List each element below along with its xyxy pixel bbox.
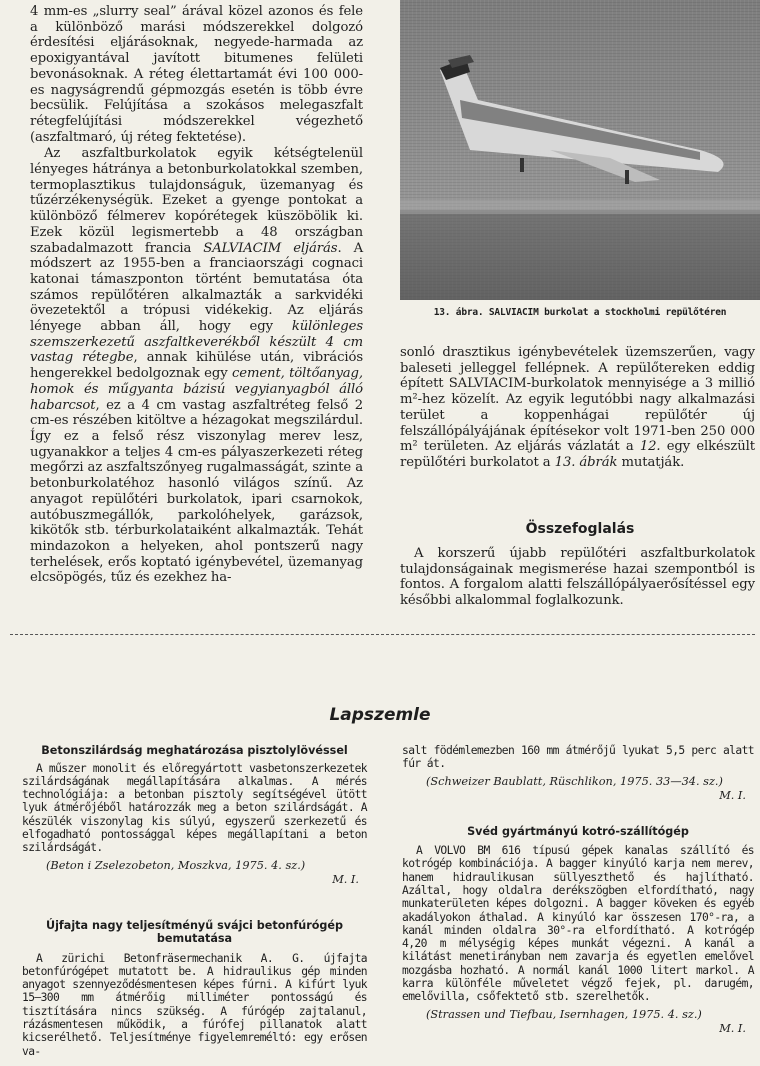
text-run: . A módszert az 1955-ben a franciaországi cognaci katonai támaszponton történt bemutatása óta számos repülőtéren alkalmazták a sarkvidéki övezetektől a trópusi vidékekig. Az eljárás lényege abban áll, hogy egy [30,240,363,335]
article-source: (Beton i Zselezobeton, Moszkva, 1975. 4. sz.) [46,858,306,872]
emphasis-text: 13. ábrák [554,454,618,470]
article-title: Betonszilárdság meghatározása pisztolylövéssel [41,744,348,757]
airplane-image [400,0,760,300]
text-run: egy elkészült repülőtéri burkolatot a [400,439,755,470]
article-signature: M. I. [719,788,746,802]
emphasis-text: 12. [639,439,661,455]
divider [10,634,755,635]
airport-photo [400,0,760,300]
text-run: , ez a 4 cm vastag aszfaltréteg felső 2 cm-es részében kitöltve a hézagokat megszilárdul. Így ez a felső rész viszonylag merev lesz, ugyanakkor a teljes 4 cm-es pályaszerkezeti réteg megőrzi az aszfaltszőnyeg rugalmasságát, szinte a betonburkolatéhoz hasonló világos színű. Az anyagot repülőtéri burkolatok, ipari csarnokok, autóbuszmegállók, parkolóhelyek, garázsok, kikötők stb. térburkolataiként alkalmazták. Tehát mindazokon a helyeken, ahol pontszerű nagy terhelések, erős koptató igénybevétel, üzemanyag elcsöpögés, tűz és ezekhez ha- [30,397,363,586]
main-column-right [400,345,755,471]
figure-caption: 13. ábra. SALVIACIM burkolat a stockholmi repülőtéren [433,307,727,318]
text-run: , annak kihülése után, vibrációs hengerekkel bedolgoznak egy [30,350,363,382]
review-column-right [402,744,754,1036]
emphasis-text: SALVIACIM eljárás [203,240,338,256]
article-text: salt födémlemezben 160 mm átmérőjű lyukat 5,5 perc alatt fúr át. [402,744,754,771]
article-signature: M. I. [332,872,359,886]
emphasis-text: különleges szemszerkezetű aszfaltkeverékből készült 4 cm vastag rétegbe [30,319,363,366]
summary-column [400,546,755,609]
paragraph: A korszerű újabb repülőtéri aszfaltburkolatok tulajdonságainak megismerése hazai szempontból is fontos. A forgalom alatti felszállópályaerősítéssel egy későbbi alkalommal foglalkozunk. [400,546,755,609]
paragraph: 4 mm-es „slurry seal” árával közel azonos és fele a különböző marási módszerekkel dolgozó érdesítési eljárásoknak, negyede-harmada az epoxigyantával javított bitumenes felületi bevonásoknak. A réteg élettartamát évi 100 000-es nagyságrendű gépmozgás esetén is több évre becsülik. Felújítása a szokásos melegaszfalt rétegfelújítási módszerekkel végezhető (aszfaltmaró, új réteg fektetése). [30,4,363,145]
paragraph [400,345,755,471]
review-column-left [22,744,367,1058]
article-text: A VOLVO BM 616 típusú gépek kanalas szállító és kotrógép kombinációja. A bagger kinyúló karja nem merev, hanem hidraulikusan süllyeszthető és hajlítható. Azáltal, hogy oldalra derékszögben elfordítható, nagy munkaterületen képes dolgozni. A bagger köveken és egyéb akadályokon áthalad. A kinyúló kar összesen 170°-ra, a kanál minden oldalra 30°-ra elfordítható. A kotrógép 4,20 m mélységig képes munkát végezni. A kanál a kilátást menetirányban nem zavarja és egyetlen emelővel mozgásba hozható. A normál kanál 1000 litert markol. A karra különféle műveletet végző fejek, pl. darugém, emelővilla, csőfektető stb. szerelhetők. [402,844,754,1004]
paragraph [30,146,363,586]
main-column-left [30,4,363,586]
text-run: Az aszfaltburkolatok egyik kétségtelenül lényeges hátránya a betonburkolatokkal szemben, termoplasztikus tulajdonságuk, üzemanyag és tűzérzékenységük. Ezeket a gyenge pontokat a különböző félmerev kopórétegek küszöbölik ki. Ezek közül legismertebb a 48 országban szabadalmazott francia [30,146,363,256]
article-text: A zürichi Betonfräsermechanik A. G. újfajta betonfúrógépet mutatott be. A hidraulikus gép minden anyagot szennyeződésmentesen képes fúrni. A kifúrt lyuk 15—300 mm átmérőig milliméter pontosságú és tisztítására nincs szükség. A fúrógép zajtalanul, rázásmentesen működik, a fúrófej pillanatok alatt kicserélhető. Teljesítménye figyelemreméltó: egy erősen va- [22,951,367,1058]
article-title: Újfajta nagy teljesítményű svájci betonfúrógép bemutatása [46,918,343,946]
article-source: (Strassen und Tiefbau, Isernhagen, 1975. 4. sz.) [426,1007,702,1021]
emphasis-text: cement, töltőanyag, homok és műgyanta bázisú vegyianyagból álló habarcsot [30,366,363,413]
article-signature: M. I. [719,1021,746,1035]
section-heading: Összefoglalás [525,521,635,537]
article-text: A műszer monolit és előregyártott vasbetonszerkezetek szilárdságának megállapítására alkalmas. A mérés technológiája: a betonban pisztoly segítségével ütött lyuk átmérőjéből határozzák meg a beton szilárdságát. A készülék viszonylag kis súlyú, egyszerű szerkezetű és elfogadható pontossággal képes megállapítani a beton szilárdságát. [22,761,367,855]
text-run: sonló drasztikus igénybevételek üzemszerűen, vagy baleseti jelleggel fellépnek. A repülőtereken eddig épített SALVIACIM-burkolatok mennyisége a 3 millió m²-hez közelít. Az egyik legutóbbi nagy alkalmazási terület a koppenhágai repülőtér új felszállópályájának építésekor volt 1971-ben 250 000 m² területen. Az eljárás vázlatát a [400,345,755,455]
text-run: mutatják. [617,454,685,470]
review-section-title: Lapszemle [329,705,431,725]
article-source: (Schweizer Baublatt, Rüschlikon, 1975. 33—34. sz.) [426,774,723,788]
article-title: Svéd gyártmányú kotró-szállítógép [467,824,689,838]
